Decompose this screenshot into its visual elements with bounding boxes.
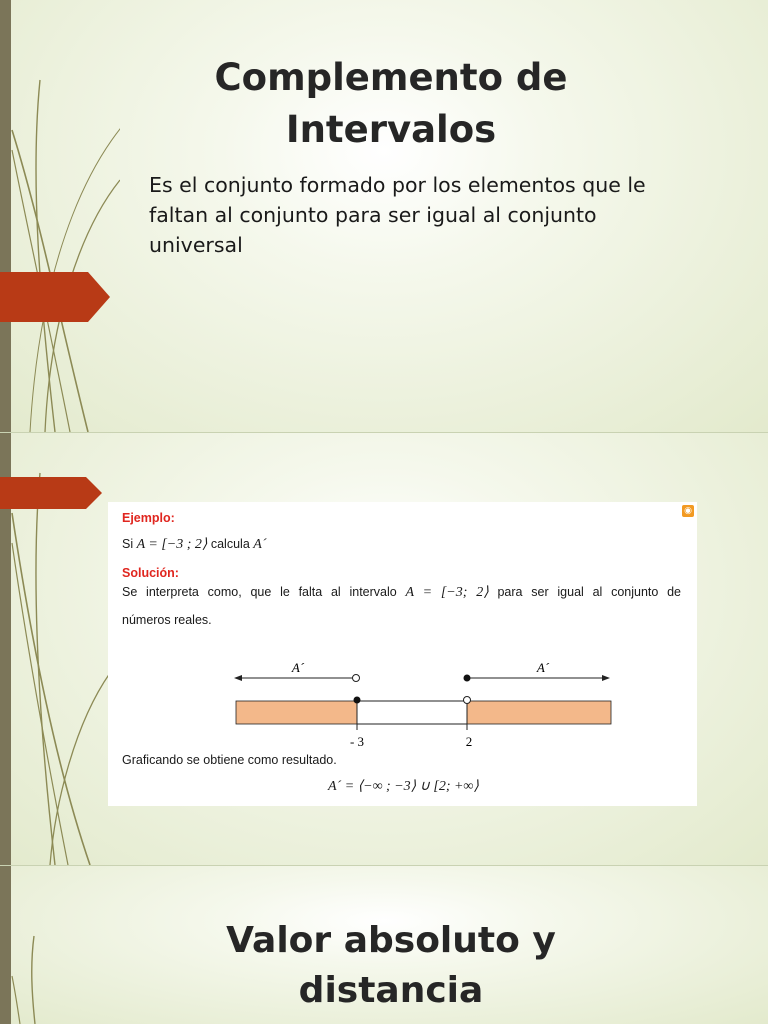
right-ray-arrowhead-icon	[602, 675, 610, 681]
open-point-right	[464, 697, 471, 704]
example-panel	[108, 502, 697, 806]
slide-3-title	[0, 916, 768, 1016]
solution-text-2: para ser igual al conjunto de	[497, 585, 682, 599]
closed-point-left	[354, 697, 361, 704]
solution-math: A = [−3; 2⟩	[405, 585, 489, 600]
slide-3-title-line1: Valor absoluto y	[226, 920, 556, 961]
prompt-prefix: Si	[122, 537, 134, 551]
section-tab-icon	[0, 272, 110, 322]
label-left: A´	[291, 660, 305, 675]
slide-1-body: Es el conjunto formado por los elementos que le faltan al conjunto para ser igual al conjunto universal	[149, 173, 646, 257]
slide-1-title	[0, 52, 768, 156]
left-ray-arrowhead-icon	[234, 675, 242, 681]
section-tab-icon	[0, 477, 102, 509]
result-text: Graficando se obtiene como resultado.	[122, 753, 337, 767]
slide-1-title-line1: Complemento de	[214, 56, 568, 99]
right-complement-band	[467, 701, 611, 724]
prompt-target: A´	[253, 537, 267, 552]
prompt-math: A = [−3 ; 2⟩	[136, 537, 208, 552]
slide-1-title-line2: Intervalos	[285, 108, 497, 151]
solution-text-1: Se interpreta como, que le falta al intervalo	[122, 585, 397, 599]
slide-3-title-line2: distancia	[298, 970, 484, 1011]
solution-line-2: números reales.	[122, 613, 212, 627]
rss-icon[interactable]: ◉	[682, 505, 694, 517]
label-right: A´	[536, 660, 550, 675]
prompt-suffix: calcula	[210, 537, 250, 551]
left-complement-band	[236, 701, 357, 724]
result-math: A´ = ⟨−∞ ; −3⟩ ∪ [2; +∞⟩	[328, 779, 479, 794]
closed-point-right	[464, 675, 471, 682]
tick-label-right: 2	[465, 734, 473, 749]
example-heading: Ejemplo:	[122, 511, 175, 525]
solution-heading: Solución:	[122, 566, 179, 580]
tick-label-left: - 3	[349, 734, 365, 749]
open-point-left	[353, 675, 360, 682]
